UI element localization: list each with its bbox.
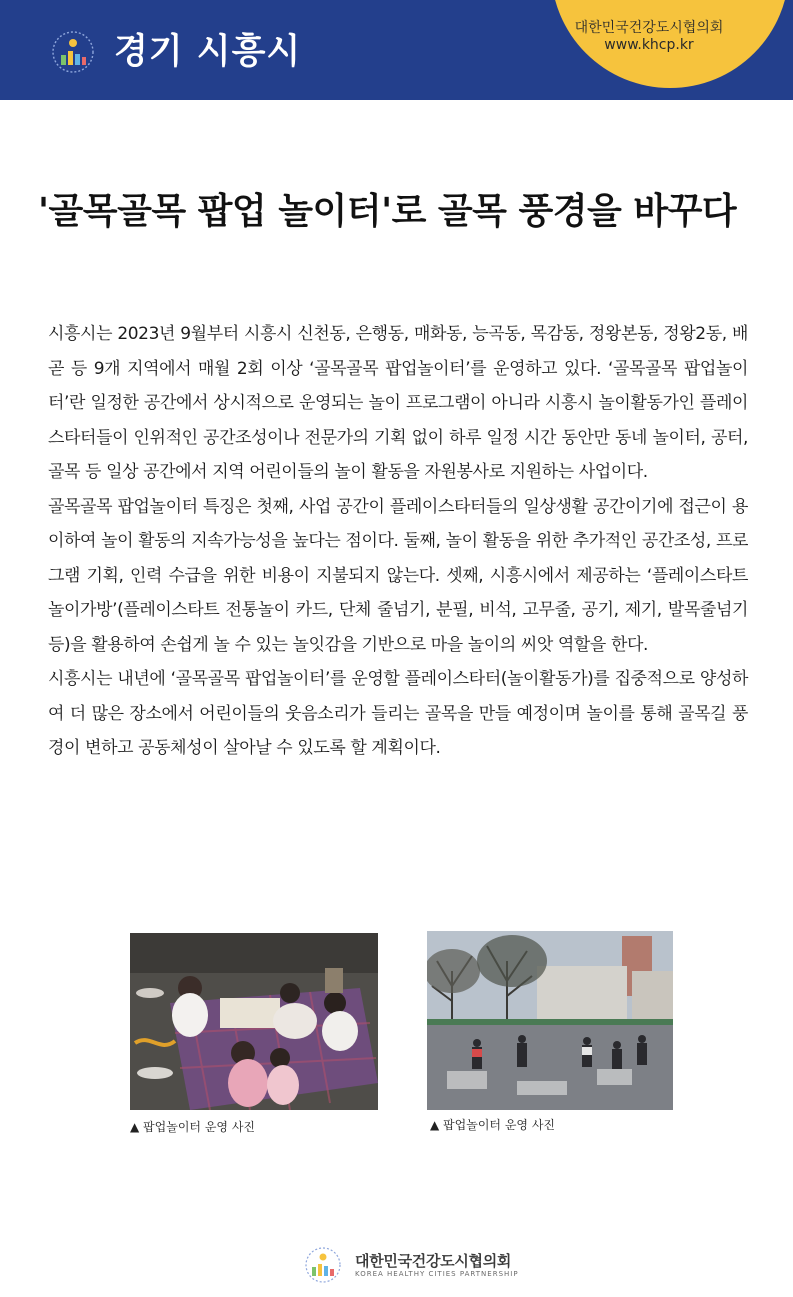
- article-paragraph: 시흥시는 2023년 9월부터 시흥시 신천동, 은행동, 매화동, 능곡동, 목감동, 정왕본동, 정왕2동, 배곧 등 9개 지역에서 매월 2회 이상 ‘골목골목 팝업놀이터’를 운영하고 있다. ‘골목골목 팝업놀이터’란 일정한 공간에서 상시적으로 운영되는 놀이 프로그램이 아니라 시흥시 놀이활동가인 플레이스타터들이 인위적인 공간조성이나 전문가의 기획 없이 하루 일정 시간 동안만 동네 놀이터, 공터, 골목 등 일상 공간에서 지역 어린이들의 놀이 활동을 자원봉사로 지원하는 사업이다.: [48, 324, 748, 482]
- khcp-footer-logo-icon: [298, 1246, 348, 1284]
- article-body: [48, 317, 748, 766]
- footer-org-name: 대한민국건강도시협의회: [355, 1252, 512, 1270]
- org-name: 대한민국건강도시협의회: [574, 20, 724, 36]
- popup-playground-photo-2: [427, 931, 673, 1110]
- photo-caption: ▲ 팝업놀이터 운영 사진: [430, 1118, 556, 1132]
- header-bar: [0, 0, 793, 100]
- khcp-logo-icon: [44, 29, 102, 75]
- city-title: 경기 시흥시: [114, 32, 302, 72]
- article-paragraph: 시흥시는 내년에 ‘골목골목 팝업놀이터’를 운영할 플레이스타터(놀이활동가)를 집중적으로 양성하여 더 많은 장소에서 어린이들의 웃음소리가 들리는 골목을 만들 예정이며 놀이를 통해 골목길 풍경이 변하고 공동체성이 살아날 수 있도록 할 계획이다.: [48, 669, 748, 758]
- popup-playground-photo-1: [130, 933, 378, 1110]
- article-headline: '골목골목 팝업 놀이터'로 골목 풍경을 바꾸다: [38, 191, 737, 232]
- photo-caption: ▲ 팝업놀이터 운영 사진: [130, 1120, 256, 1134]
- footer-org-name-en: KOREA HEALTHY CITIES PARTNERSHIP: [355, 1270, 519, 1278]
- article-paragraph: 골목골목 팝업놀이터 특징은 첫째, 사업 공간이 플레이스타터들의 일상생활 공간이기에 접근이 용이하여 놀이 활동의 지속가능성을 높다는 점이다. 둘째, 놀이 활동을 위한 추가적인 공간조성, 프로그램 기획, 인력 수급을 위한 비용이 지불되지 않는다. 셋째, 시흥시에서 제공하는 ‘플레이스타트 놀이가방’(플레이스타트 전통놀이 카드, 단체 줄넘기, 분필, 비석, 고무줄, 공기, 제기, 발목줄넘기 등)을 활용하여 손쉽게 놀 수 있는 놀잇감을 기반으로 마을 놀이의 씨앗 역할을 한다.: [48, 496, 748, 655]
- org-url-link[interactable]: www.khcp.kr: [604, 37, 694, 53]
